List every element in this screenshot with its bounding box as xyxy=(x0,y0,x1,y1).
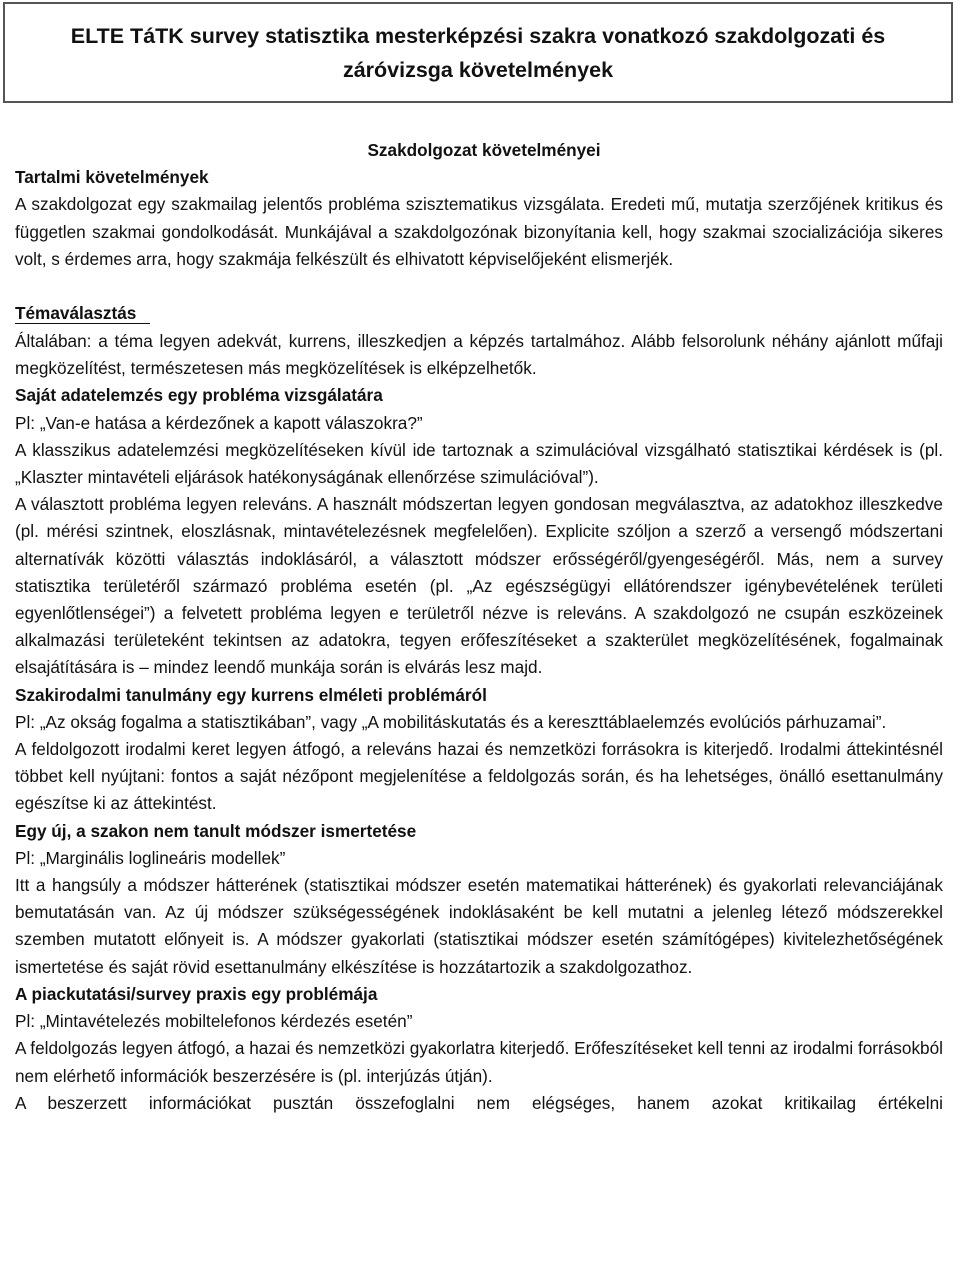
section-paragraph: A választott probléma legyen releváns. A használt módszertan legyen gondosan megválasztva, az adatokhoz illeszkedve (pl. mérési szintnek, eloszlásnak, mintavételezésnek megfelelően). Explicite szóljon a szerző a versengő módszertani alternatívák közötti választás indoklásáról, a választott módszer erősségéről/gyengeségéről. Más, nem a survey statisztika területéről származó probléma esetén (pl. „Az egészségügyi ellátórendszer igénybevételének területi egyenlőtlenségei”) a felvetett probléma legyen e területről nézve is releváns. A szakdolgozó ne csupán eszközeinek alkalmazási területeként tekintsen az adatokra, tegyen erőfeszítéseket a szakterület megközelítésének, fogalmainak elsajátítására is – mindez leendő munkája során is elvárás lesz majd. xyxy=(15,494,943,678)
section-paragraph: A feldolgozás legyen átfogó, a hazai és nemzetközi gyakorlatra kiterjedő. Erőfeszítéseket kell tenni az irodalmi forrásokból nem elérhető információk beszerzésére is (pl. interjúzás útján). xyxy=(15,1038,943,1086)
section-heading-own-analysis: Saját adatelemzés egy probléma vizsgálatára xyxy=(15,385,383,406)
section-example: Pl: „Mintavételezés mobiltelefonos kérdezés esetén” xyxy=(15,1011,413,1032)
theme-text: Általában: a téma legyen adekvát, kurrens, illeszkedjen a képzés tartalmához. Alább felsorolunk néhány ajánlott műfaji megközelítést, természetesen más megközelítések is elképzelhetők. xyxy=(15,331,943,379)
document-body xyxy=(15,137,943,1117)
section-heading-new-method: Egy új, a szakon nem tanult módszer ismertetése xyxy=(15,820,417,841)
content-requirements-text: A szakdolgozat egy szakmailag jelentős probléma szisztematikus vizsgálata. Eredeti mű, mutatja szerzőjének kritikus és független szakmai gondolkodását. Munkájával a szakdolgozónak bizonyítania kell, hogy szakmai szocializációja sikeres volt, s érdemes arra, hogy szakmája felkészült és elhivatott képviselőjeként elismerjék. xyxy=(15,194,943,269)
section-example: Pl: „Van-e hatása a kérdezőnek a kapott válaszokra?” xyxy=(15,412,423,433)
section-paragraph: A klasszikus adatelemzési megközelítéseken kívül ide tartoznak a szimulációval vizsgálható statisztikai kérdések is (pl. „Klaszter mintavételi eljárások hatékonyságának ellenőrzése szimulációval”). xyxy=(15,439,943,488)
content-requirements-heading: Tartalmi követelmények xyxy=(15,167,209,188)
section-example: Pl: „Az okság fogalma a statisztikában”, vagy „A mobilitáskutatás és a kereszttáblaelemzés evolúciós párhuzamai”. xyxy=(15,711,887,732)
section-paragraph: A feldolgozott irodalmi keret legyen átfogó, a releváns hazai és nemzetközi forrásokra is kiterjedő. Irodalmi áttekintésnél többet kell nyújtani: fontos a saját nézőpont megjelenítése a feldolgozás során, és ha lehetséges, önálló esettanulmány egészítse ki az áttekintést. xyxy=(15,739,943,814)
title-box xyxy=(3,2,953,103)
last-line: A beszerzett információkat pusztán összefoglalni nem elégséges, hanem azokat kritikailag értékelni xyxy=(15,1092,943,1113)
section-heading-literature-study: Szakirodalmi tanulmány egy kurrens elméleti problémáról xyxy=(15,684,487,705)
section-example: Pl: „Marginális loglineáris modellek” xyxy=(15,847,286,868)
section-paragraph: Itt a hangsúly a módszer hátterének (statisztikai módszer esetén matematikai hátterének) és gyakorlati relevanciájának bemutatásán van. Az új módszer szükségességének indoklásaként be kell mutatni a jelenleg létező módszerekkel szemben mutatott előnyeit is. A módszer gyakorlati (statisztikai módszer esetén számítógépes) kivitelezhetőségének ismertetése és saját rövid esettanulmány elkészítése is hozzátartozik a szakdolgozathoz. xyxy=(15,875,943,977)
theme-heading: Témaválasztás xyxy=(15,303,150,324)
document-title: ELTE TáTK survey statisztika mesterképzési szakra vonatkozó szakdolgozati és záróvizsga követelmények xyxy=(70,23,886,82)
spacer xyxy=(15,273,943,300)
section-heading-market-research: A piackutatási/survey praxis egy problémája xyxy=(15,983,378,1004)
section-title: Szakdolgozat követelményei xyxy=(367,140,601,160)
